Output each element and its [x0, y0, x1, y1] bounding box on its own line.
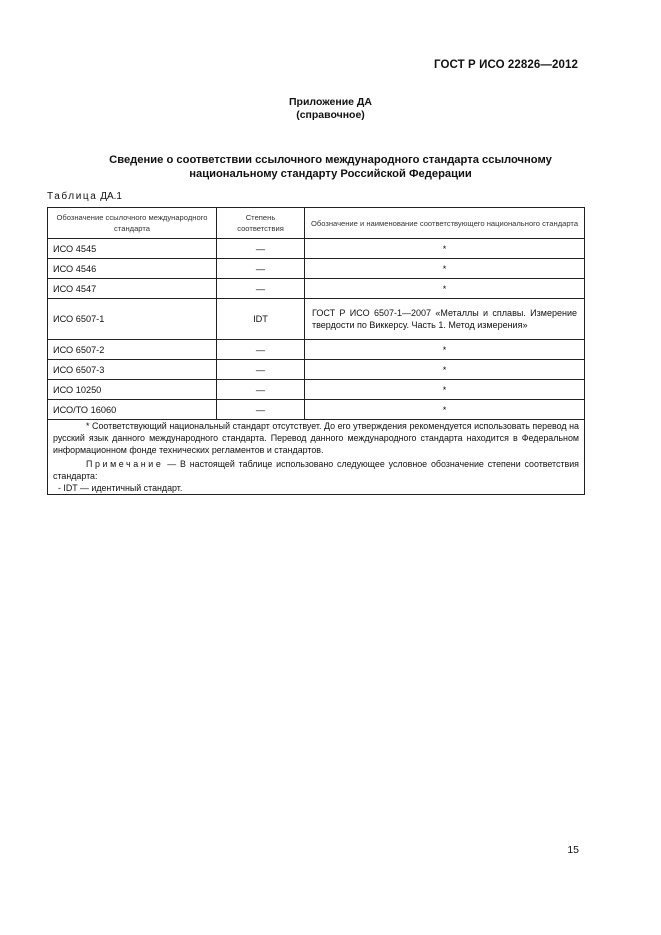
row-degree: — — [217, 400, 305, 420]
row-degree: — — [217, 360, 305, 380]
table-row — [48, 279, 585, 299]
table-label — [47, 191, 122, 202]
table-label-number: ДА.1 — [97, 191, 122, 202]
row-national: * — [305, 360, 585, 380]
appendix-subtitle: (справочное) — [296, 109, 365, 121]
row-code: ИСО/ТО 16060 — [48, 400, 217, 420]
row-national: * — [305, 259, 585, 279]
table-label-word: Таблица — [47, 191, 98, 202]
idt-definition: - IDT — идентичный стандарт. — [58, 483, 183, 493]
table-row — [48, 400, 585, 420]
row-national: * — [305, 400, 585, 420]
page-number: 15 — [567, 844, 579, 856]
row-national: * — [305, 239, 585, 259]
row-degree: — — [217, 380, 305, 400]
table-row — [48, 360, 585, 380]
heading-line-1: Сведение о соответствии ссылочного международного стандарта ссылочному — [109, 154, 552, 166]
appendix-title: Приложение ДА — [289, 96, 372, 108]
row-national: ГОСТ Р ИСО 6507-1—2007 «Металлы и сплавы. Измерение твердости по Виккерсу. Часть 1. Метод измерения» — [305, 299, 585, 340]
row-code: ИСО 4546 — [48, 259, 217, 279]
correspondence-table — [47, 207, 585, 495]
row-degree: — — [217, 340, 305, 360]
table-row — [48, 299, 585, 340]
row-degree: — — [217, 259, 305, 279]
row-national: * — [305, 340, 585, 360]
row-code: ИСО 4547 — [48, 279, 217, 299]
table-footer — [48, 420, 585, 495]
footnote-text: * Соответствующий национальный стандарт отсутствует. До его утверждения рекомендуется использовать перевод на русский язык данного международного стандарта. Перевод данного международного стандарта находится в Федеральном информационном фонде технических регламентов и стандартов. — [53, 421, 579, 455]
document-code: ГОСТ Р ИСО 22826—2012 — [433, 59, 578, 71]
table-row — [48, 259, 585, 279]
table-row — [48, 340, 585, 360]
note-label: Примечание — [86, 459, 164, 469]
row-code: ИСО 6507-2 — [48, 340, 217, 360]
row-national: * — [305, 380, 585, 400]
row-degree: — — [217, 239, 305, 259]
table-header-row — [48, 208, 585, 239]
note-body: — В настоящей таблице использовано следующее условное обозначение степени соответствия стандарта: — [53, 459, 579, 481]
row-code: ИСО 6507-3 — [48, 360, 217, 380]
note-text — [53, 458, 579, 482]
row-code: ИСО 4545 — [48, 239, 217, 259]
table-row — [48, 380, 585, 400]
header-intl-standard: Обозначение ссылочного международного стандарта — [48, 208, 217, 239]
appendix-block — [0, 96, 661, 122]
row-national: * — [305, 279, 585, 299]
header-degree: Степень соответствия — [217, 208, 305, 239]
row-code: ИСО 6507-1 — [48, 299, 217, 340]
section-heading — [60, 153, 601, 181]
header-national-standard: Обозначение и наименование соответствующего национального стандарта — [305, 208, 585, 239]
row-degree: — — [217, 279, 305, 299]
table-row — [48, 239, 585, 259]
row-degree: IDT — [217, 299, 305, 340]
table-footer-row — [48, 420, 585, 495]
row-code: ИСО 10250 — [48, 380, 217, 400]
heading-line-2: национальному стандарту Российской Федерации — [189, 168, 472, 180]
